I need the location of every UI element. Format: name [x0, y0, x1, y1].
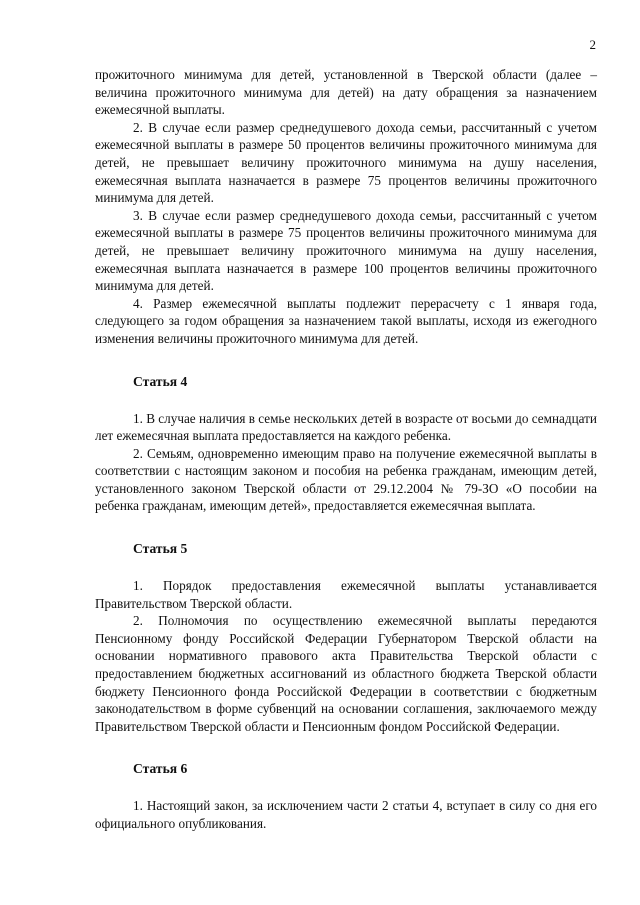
- paragraph: 4. Размер ежемесячной выплаты подлежит перерасчету с 1 января года, следующего за годом обращения за назначением такой выплаты, исходя из ежегодного изменения величины прожиточного минимума для детей.: [95, 295, 597, 346]
- paragraph: 3. В случае если размер среднедушевого дохода семьи, рассчитанный с учетом ежемесячной выплаты в размере 75 процентов величины прожиточного минимума для детей, не превышает величину прожиточного минимума на душу населения, ежемесячная выплата назначается в размере 100 процентов величины прожиточного минимума для детей.: [95, 207, 597, 294]
- paragraph: 2. В случае если размер среднедушевого дохода семьи, рассчитанный с учетом ежемесячной выплаты в размере 50 процентов величины прожиточного минимума для детей, не превышает величину прожиточного минимума на душу населения, ежемесячная выплата назначается в размере 75 процентов величины прожиточного минимума для детей.: [95, 119, 597, 206]
- article-heading: Статья 5: [133, 541, 188, 557]
- article-heading: Статья 6: [133, 761, 188, 777]
- article-heading: Статья 4: [133, 373, 188, 389]
- paragraph: 1. Настоящий закон, за исключением части 2 статьи 4, вступает в силу со дня его официального опубликования.: [95, 798, 597, 831]
- page-number: 2: [589, 37, 596, 52]
- paragraph: 1. В случае наличия в семье нескольких детей в возрасте от восьми до семнадцати лет ежемесячная выплата предоставляется на каждого ребенка.: [95, 410, 597, 444]
- paragraph: 2. Семьям, одновременно имеющим право на получение ежемесячной выплаты в соответствии с настоящим законом и пособия на ребенка гражданам, имеющим детей, установленного законом Тверской области от 29.12.2004 № 79-ЗО «О пособии на ребенка гражданам, имеющим детей», предоставляется ежемесячная выплата.: [95, 445, 597, 514]
- paragraph: прожиточного минимума для детей, установленной в Тверской области (далее – величина прожиточного минимума для детей) на дату обращения за назначением ежемесячной выплаты.: [95, 67, 597, 118]
- paragraph: 2. Полномочия по осуществлению ежемесячной выплаты передаются Пенсионному фонду Российской Федерации Губернатором Тверской области на основании нормативного правового акта Правительства Тверской области с предоставлением бюджетных ассигнований из областного бюджета Тверской области бюджету Пенсионного фонда Российской Федерации в соответствии с бюджетным законодательством в форме субвенций на основании соглашения, заключаемого между Правительством Тверской области и Пенсионным фондом Российской Федерации.: [95, 613, 597, 734]
- paragraph: 1. Порядок предоставления ежемесячной выплаты устанавливается Правительством Тверской области.: [95, 578, 597, 611]
- document-body: [95, 66, 597, 833]
